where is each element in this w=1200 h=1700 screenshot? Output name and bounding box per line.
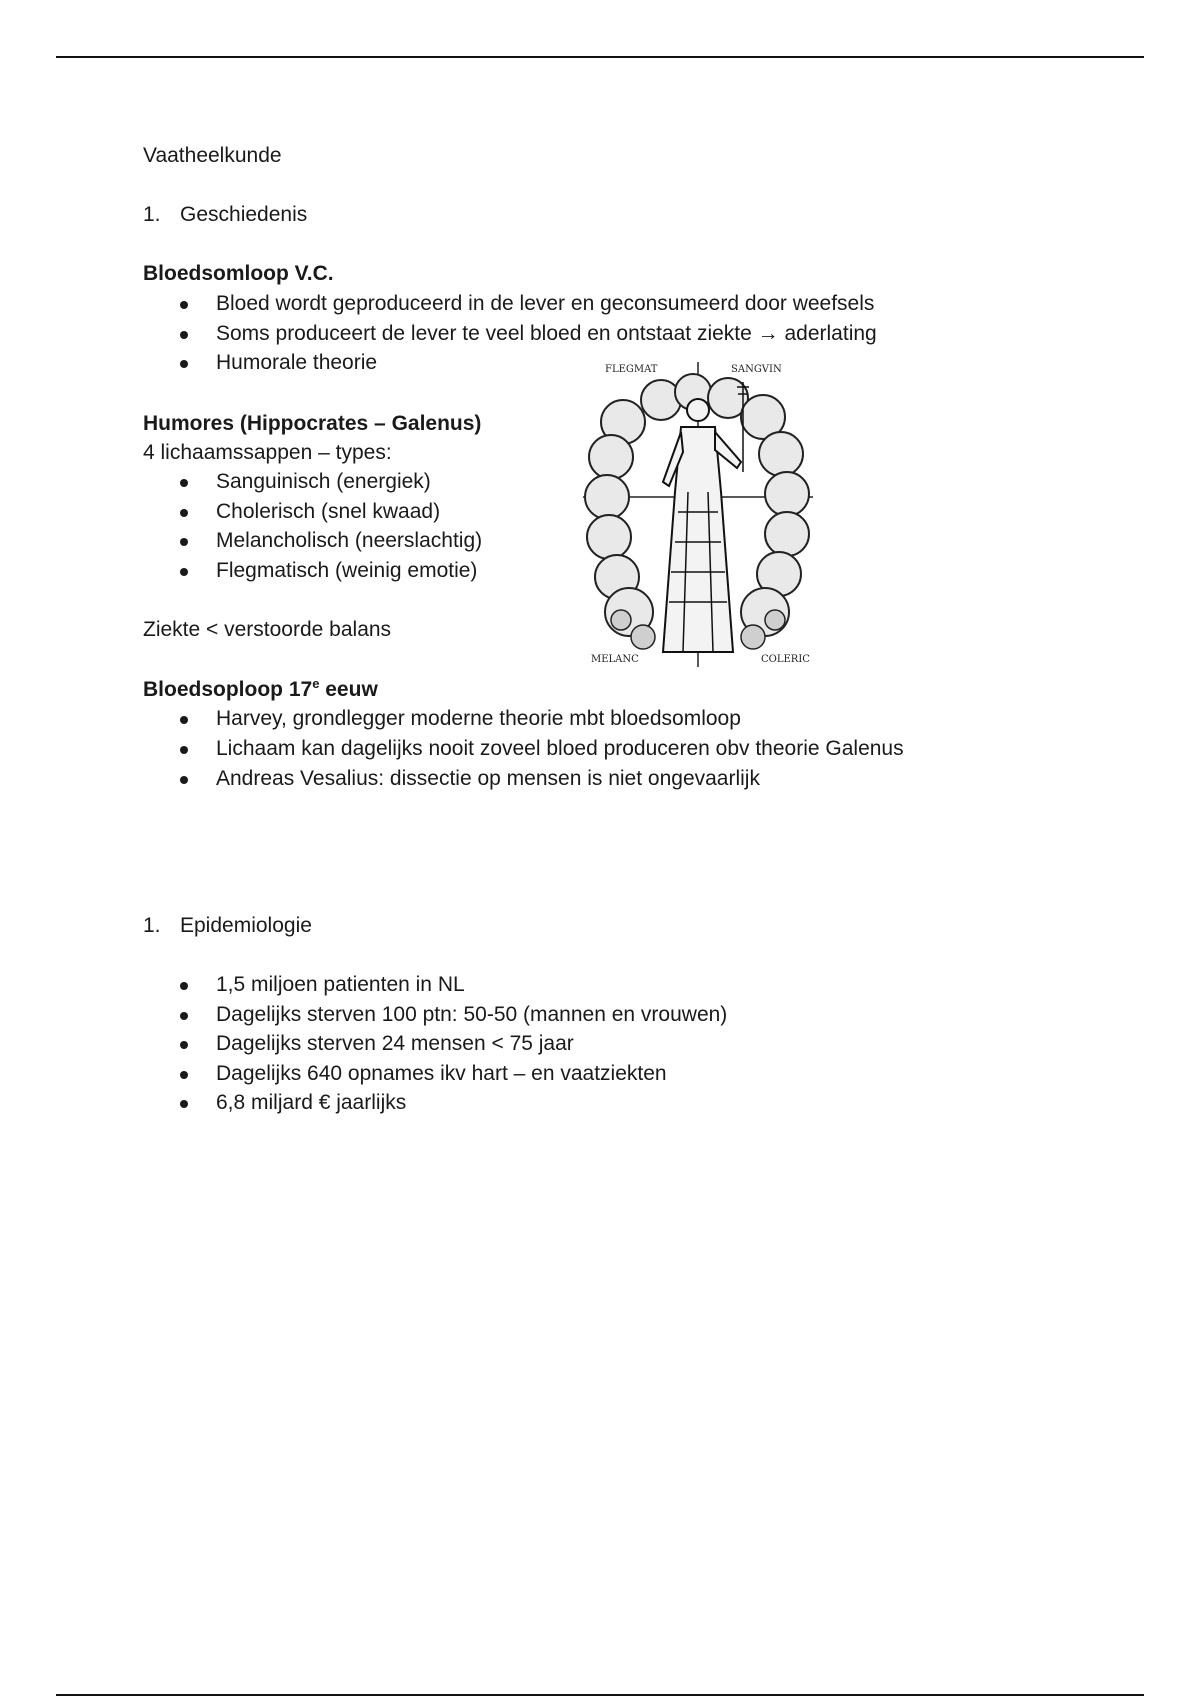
bullet-icon <box>180 746 188 754</box>
bullet-icon <box>180 509 188 517</box>
label-sangvin: SANGVIN <box>731 364 782 375</box>
bullet-icon <box>180 360 188 368</box>
label-coleric: COLERIC <box>761 654 810 665</box>
humores-subtitle: 4 lichaamssappen – types: <box>143 441 392 464</box>
heading-bloedsomloop-vc: Bloedsomloop V.C. <box>143 262 334 285</box>
bullet-icon <box>180 776 188 784</box>
bullet-icon <box>180 1012 188 1020</box>
balance-note: Ziekte < verstoorde balans <box>143 618 392 641</box>
section-number: 1. <box>143 914 161 937</box>
header-rule <box>56 56 1144 58</box>
bullet-icon <box>180 982 188 990</box>
bullet-icon <box>180 538 188 546</box>
bullet-icon <box>180 1071 188 1079</box>
bullet-icon <box>180 301 188 309</box>
bullet-icon <box>180 1041 188 1049</box>
humors-woodcut <box>583 362 813 667</box>
label-melanc: MELANC <box>591 654 639 665</box>
bullet-icon <box>180 1100 188 1108</box>
bullet-icon <box>180 479 188 487</box>
footer-rule <box>56 1694 1144 1696</box>
four-humors-illustration <box>583 362 813 667</box>
section-number: 1. <box>143 203 161 226</box>
section-label: Epidemiologie <box>180 914 312 937</box>
bullet-icon <box>180 331 188 339</box>
bullet-icon <box>180 568 188 576</box>
heading-humores: Humores (Hippocrates – Galenus) <box>143 412 482 435</box>
label-flegmat: FLEGMAT <box>605 364 658 375</box>
section-label: Geschiedenis <box>180 203 308 226</box>
document-title: Vaatheelkunde <box>143 144 282 167</box>
heading-bloedsoploop-17e: Bloedsoploop 17e eeuw <box>143 676 378 701</box>
bullet-icon <box>180 716 188 724</box>
